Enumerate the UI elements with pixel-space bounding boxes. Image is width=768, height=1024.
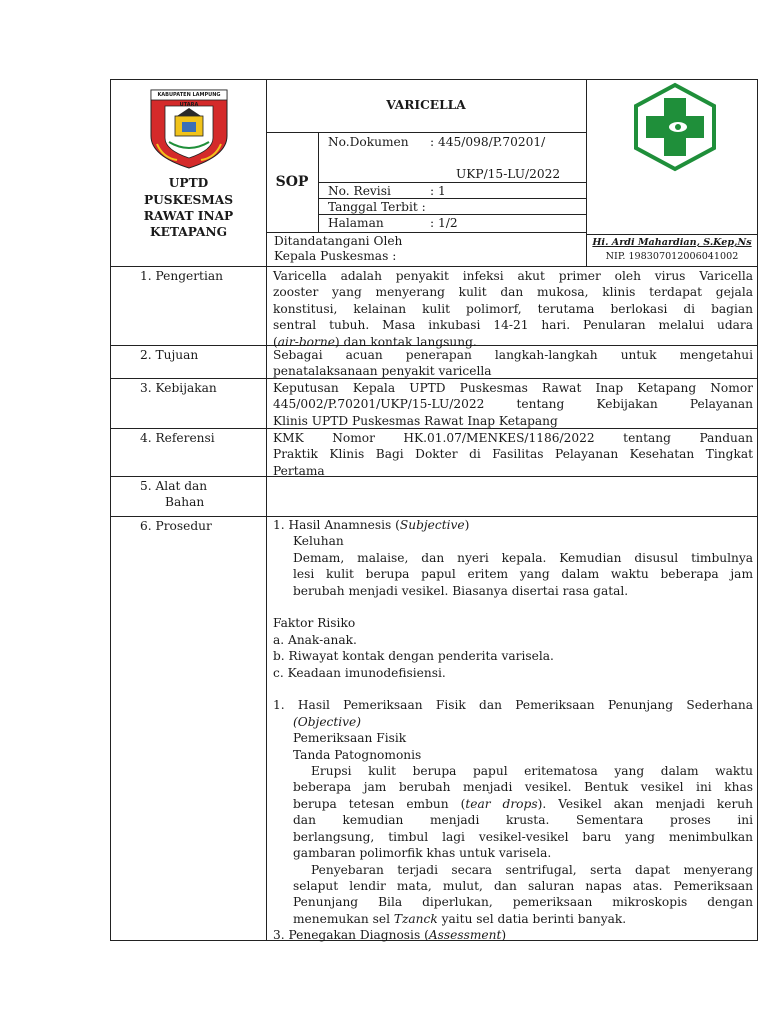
sop-label: SOP	[275, 174, 309, 190]
no-dokumen-value-cont: UKP/15-LU/2022	[456, 167, 561, 181]
text-line: Erupsi kulit berupa papul eritematosa yang dalam waktu	[311, 764, 753, 779]
emblem-text: KABUPATEN LAMPUNG UTARA	[157, 92, 221, 108]
text-fragment: )	[464, 518, 470, 532]
puskesmas-logo	[630, 82, 720, 172]
signer-name	[586, 236, 758, 250]
signer-name-text: Hi. Ardi Mahardian, S.Kep,Ns	[592, 237, 752, 248]
sop-document-table	[110, 79, 758, 941]
no-dokumen-value: : 445/098/P.70201/	[430, 135, 546, 149]
subheading-keluhan: Keluhan	[293, 534, 344, 549]
text-line: 445/002/P.70201/UKP/15-LU/2022 tentang Kebijakan Pelayanan	[273, 397, 753, 412]
label-kebijakan: 3. Kebijakan	[140, 381, 217, 395]
text-line: penatalaksanaan penyakit varicella	[273, 364, 492, 379]
list-item: b. Riwayat kontak dengan penderita varisela.	[273, 649, 554, 664]
text-fragment: yaitu sel datia berinti banyak.	[437, 911, 627, 926]
label-alat: 5. Alat dan	[140, 479, 208, 493]
rule	[111, 266, 758, 267]
text-line: Penunjang Bila diperlukan, pemeriksaan mikroskopis dengan	[293, 895, 753, 910]
procedure-step-heading	[273, 517, 753, 533]
text-fragment: (	[273, 334, 278, 349]
text-fragment: ). Vesikel akan menjadi keruh	[537, 796, 753, 811]
rule	[586, 234, 758, 235]
signer-nip: NIP. 198307012006041002	[605, 251, 739, 262]
text-fragment: ) dan kontak langsung.	[334, 334, 477, 349]
objective-label	[273, 714, 753, 730]
text-line: Praktik Klinis Bagi Dokter di Fasilitas Pelayanan Kesehatan Tingkat	[273, 447, 753, 462]
org-line: KETAPANG	[149, 225, 228, 239]
org-line: RAWAT INAP	[143, 209, 234, 223]
document-title: VARICELLA	[386, 98, 466, 112]
text-fragment: berupa tetesan embun (	[293, 796, 466, 811]
text-line: sentral tubuh. Masa inkubasi 14-21 hari. Penularan melalui udara	[273, 318, 753, 333]
list-item: a. Anak-anak.	[273, 632, 357, 647]
subheading-tanda: Tanda Patognomonis	[293, 747, 422, 762]
procedure-step-heading	[273, 927, 753, 943]
label-tujuan: 2. Tujuan	[140, 348, 199, 362]
halaman-value: : 1/2	[430, 216, 458, 230]
label-bahan: Bahan	[165, 495, 205, 509]
text-line: Klinis UPTD Puskesmas Rawat Inap Ketapang	[273, 413, 558, 428]
no-dokumen-label: No.Dokumen	[328, 135, 409, 149]
italic-term: (Objective)	[293, 714, 362, 729]
subheading-pemeriksaan-fisik: Pemeriksaan Fisik	[293, 731, 407, 746]
italic-term: Assessment	[428, 928, 502, 943]
text-line: Keputusan Kepala UPTD Puskesmas Rawat Inap Ketapang Nomor	[273, 381, 753, 395]
org-line: UPTD	[168, 176, 209, 190]
text-line: gambaran polimorfik khas untuk varisela.	[293, 846, 552, 861]
italic-term: Tzanck	[393, 911, 438, 926]
no-revisi-value: : 1	[430, 184, 446, 198]
list-item: c. Keadaan imunodefisiensi.	[273, 665, 446, 680]
referensi-text	[273, 430, 753, 479]
signed-by-line: Kepala Puskesmas :	[274, 249, 397, 263]
no-revisi-label: No. Revisi	[328, 184, 391, 198]
blank-line	[273, 681, 753, 697]
rule	[318, 132, 319, 232]
text-line: beberapa jam berubah menjadi vesikel. Bentuk vesikel ini khas	[293, 780, 753, 795]
italic-term: air-borne	[277, 334, 335, 349]
signed-by-line: Ditandatangani Oleh	[274, 234, 403, 248]
tujuan-text	[273, 347, 753, 380]
text-line: Varicella adalah penyakit infeksi akut primer oleh virus Varicella	[273, 269, 753, 283]
kabupaten-emblem-logo	[147, 84, 231, 170]
text-line: dan kemudian menjadi krusta. Sementara proses ini	[293, 813, 753, 828]
text-line: Sebagai acuan penerapan langkah-langkah untuk mengetahui	[273, 348, 753, 362]
procedure-step-heading: 1. Hasil Pemeriksaan Fisik dan Pemeriksaan Penunjang Sederhana	[273, 698, 753, 713]
label-referensi: 4. Referensi	[140, 431, 215, 445]
rule	[266, 132, 586, 133]
tanggal-terbit-label: Tanggal Terbit :	[328, 200, 426, 214]
blank-line	[273, 599, 753, 615]
text-line: Pertama	[273, 463, 325, 478]
rule	[266, 80, 267, 941]
text-line: KMK Nomor HK.01.07/MENKES/1186/2022 tentang Panduan	[273, 431, 753, 445]
text-line: zooster yang menyerang kulit dan mukosa, klinis terdapat gejala	[273, 285, 753, 300]
label-pengertian: 1. Pengertian	[140, 269, 223, 283]
text-line: Penyebaran terjadi secara sentrifugal, serta dapat menyerang	[311, 862, 753, 877]
prosedur-text	[273, 517, 753, 944]
text-fragment: 3. Penegakan Diagnosis (	[273, 928, 429, 943]
text-line: berlangsung, timbul lagi vesikel-vesikel baru yang menimbulkan	[293, 829, 753, 844]
text-line: konstitusi, kelainan kulit polimorf, terutama berlokasi di bagian	[273, 301, 753, 316]
erupsi-paragraph	[273, 763, 753, 927]
text-fragment: )	[501, 928, 507, 943]
kebijakan-text	[273, 380, 753, 429]
pengertian-text	[273, 268, 753, 350]
italic-term: Subjective	[399, 518, 465, 532]
italic-term: tear drops	[465, 796, 538, 811]
text-line	[293, 911, 753, 927]
text-line: lesi kulit berupa papul eritem yang dalam waktu beberapa jam	[293, 567, 753, 582]
text-line: Demam, malaise, dan nyeri kepala. Kemudian disusul timbulnya	[293, 550, 753, 565]
keluhan-paragraph	[273, 550, 753, 599]
label-prosedur: 6. Prosedur	[140, 519, 212, 533]
text-line: selaput lendir mata, mulut, dan saluran napas atas. Pemeriksaan	[293, 878, 753, 893]
text-fragment: 1. Hasil Anamnesis (	[273, 518, 400, 532]
org-line: PUSKESMAS	[143, 193, 234, 207]
halaman-label: Halaman	[328, 216, 384, 230]
text-line: berubah menjadi vesikel. Biasanya disertai rasa gatal.	[293, 583, 629, 598]
text-line	[293, 796, 753, 812]
subheading-faktor-risiko: Faktor Risiko	[273, 616, 356, 631]
text-fragment: menemukan sel	[293, 911, 394, 926]
